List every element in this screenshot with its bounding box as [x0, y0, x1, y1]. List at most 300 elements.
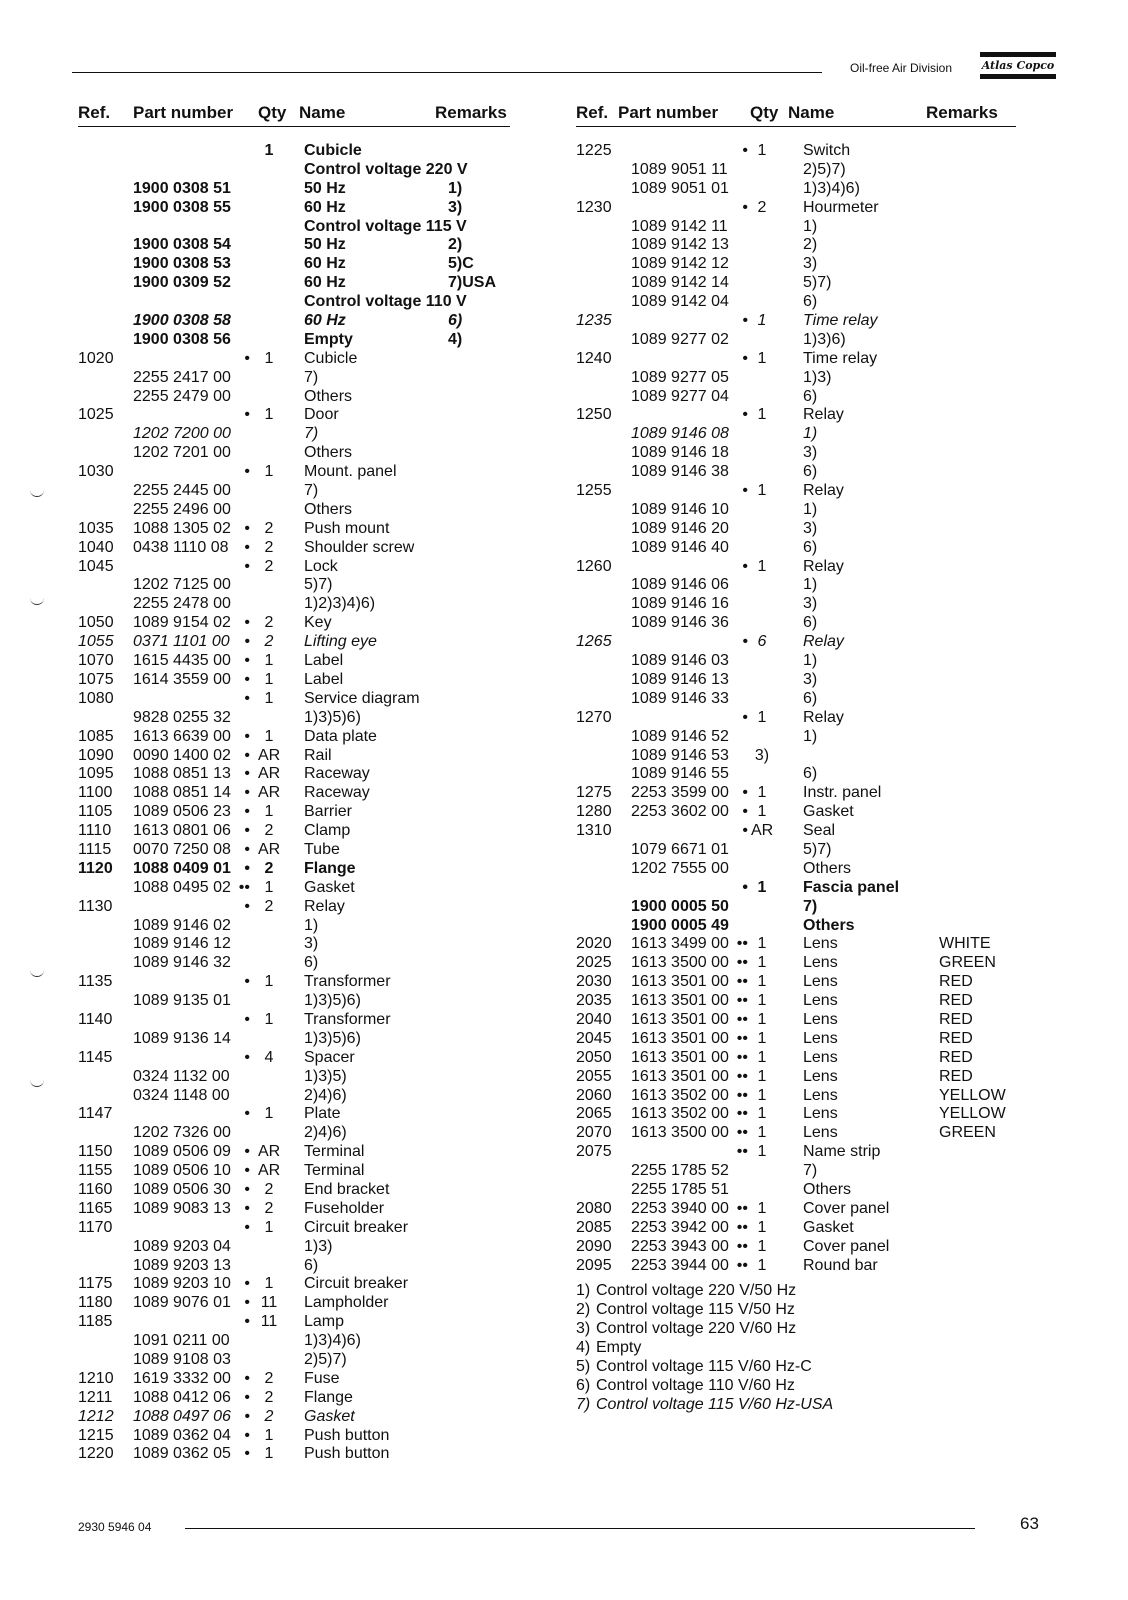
- flag-cell: •: [244, 1143, 250, 1161]
- name-cell: Gasket: [304, 1407, 355, 1425]
- part-number-cell: 1613 3500 00: [631, 1124, 729, 1142]
- qty-cell: AR: [258, 1143, 281, 1161]
- qty-cell: 2: [264, 897, 274, 915]
- flag-cell: •: [244, 1010, 250, 1028]
- flag-cell: •: [244, 406, 250, 424]
- table-row: [78, 443, 510, 462]
- table-row: [78, 1331, 510, 1350]
- name-cell: Hourmeter: [803, 198, 879, 216]
- left-table-body: [78, 141, 510, 1463]
- table-row: [78, 1237, 510, 1256]
- qty-cell: AR: [258, 746, 281, 764]
- table-row: [576, 235, 1016, 254]
- name-cell: Lens: [803, 1124, 838, 1142]
- qty-cell: 2: [264, 1407, 274, 1425]
- qty-cell: 11: [260, 1313, 278, 1331]
- name-cell: Round bar: [803, 1256, 878, 1274]
- flag-cell: •: [244, 1105, 250, 1123]
- remarks-cell: RED: [939, 1029, 973, 1047]
- logo-bar-bottom: [980, 74, 1056, 79]
- name-cell: 2)4)6): [304, 1086, 347, 1104]
- table-row: [576, 764, 1016, 783]
- name-cell: 6): [803, 387, 818, 405]
- table-row: [78, 575, 510, 594]
- table-row: [576, 916, 1016, 935]
- footnote-text: Empty: [596, 1339, 642, 1356]
- part-number-cell: 1202 7555 00: [631, 859, 729, 877]
- ref-cell: 1020: [78, 349, 114, 367]
- table-row: [78, 821, 510, 840]
- name-cell: Lens: [803, 992, 838, 1010]
- qty-cell: AR: [258, 1162, 281, 1180]
- table-row: [576, 878, 1016, 897]
- qty-cell: 3): [754, 746, 770, 764]
- margin-mark: [30, 490, 44, 497]
- qty-cell: 1: [264, 689, 274, 707]
- name-cell: 7): [304, 482, 319, 500]
- part-number-cell: 1613 3501 00: [631, 1048, 729, 1066]
- right-table-header: [576, 100, 1016, 127]
- name-cell: 3): [803, 670, 818, 688]
- name-cell: 1)3)5)6): [304, 708, 361, 726]
- name-cell: Raceway: [304, 784, 370, 802]
- qty-cell: 1: [264, 1275, 274, 1293]
- flag-cell: •: [742, 633, 748, 651]
- name-cell: Service diagram: [304, 689, 420, 707]
- qty-cell: 1: [757, 973, 767, 991]
- ref-cell: 1135: [78, 973, 113, 991]
- table-row: [576, 141, 1016, 160]
- name-cell: Relay: [803, 633, 844, 651]
- name-cell: Lens: [803, 973, 838, 991]
- part-number-cell: 1089 9146 13: [631, 670, 729, 688]
- qty-cell: 2: [264, 1388, 274, 1406]
- name-cell: Instr. panel: [803, 784, 882, 802]
- remarks-cell: RED: [939, 973, 973, 991]
- ref-cell: 1180: [78, 1294, 113, 1312]
- table-row: [78, 878, 510, 897]
- part-number-cell: 1089 9146 12: [133, 935, 231, 953]
- table-row: [78, 840, 510, 859]
- left-parts-table: [78, 100, 510, 1463]
- ref-cell: 1255: [576, 482, 612, 500]
- part-number-cell: 1089 9083 13: [133, 1199, 231, 1217]
- name-cell: Gasket: [803, 803, 854, 821]
- right-table-body: [576, 141, 1016, 1274]
- footnote-text: Control voltage 115 V/60 Hz-USA: [596, 1396, 834, 1413]
- flag-cell: ••: [736, 1124, 748, 1142]
- name-cell: Cover panel: [803, 1199, 890, 1217]
- flag-cell: ••: [736, 992, 748, 1010]
- name-cell: 2): [803, 236, 818, 254]
- name-cell: Lens: [803, 1086, 838, 1104]
- table-row: [78, 859, 510, 878]
- logo-text: Atlas Copco: [981, 59, 1055, 72]
- name-cell: 6): [803, 463, 818, 481]
- part-number-cell: 1088 0851 14: [133, 784, 231, 802]
- table-row: [576, 594, 1016, 613]
- qty-cell: 1: [757, 312, 767, 330]
- ref-cell: 1110: [78, 822, 112, 840]
- flag-cell: •: [244, 803, 250, 821]
- table-row: [576, 292, 1016, 311]
- flag-cell: •: [244, 519, 250, 537]
- part-number-cell: 1613 3500 00: [631, 954, 729, 972]
- name-cell: 1)3)5): [304, 1067, 347, 1085]
- qty-cell: 1: [264, 973, 274, 991]
- qty-column-header: Qty: [750, 103, 779, 122]
- part-number-cell: 2255 2478 00: [133, 595, 231, 613]
- flag-cell: •: [244, 614, 250, 632]
- ref-cell: 2095: [576, 1256, 612, 1274]
- part-number-cell: 1088 0412 06: [133, 1388, 231, 1406]
- table-row: [78, 1388, 510, 1407]
- name-cell: Transformer: [304, 973, 391, 991]
- ref-cell: 1185: [78, 1313, 113, 1331]
- table-row: [576, 160, 1016, 179]
- flag-cell: •: [244, 349, 250, 367]
- name-cell: Gasket: [304, 878, 355, 896]
- ref-cell: 1100: [78, 784, 113, 802]
- qty-cell: 2: [264, 859, 274, 877]
- qty-cell: 1: [757, 954, 767, 972]
- ref-cell: 1025: [78, 406, 114, 424]
- part-number-cell: 1089 9076 01: [133, 1294, 231, 1312]
- ref-cell: 1230: [576, 198, 612, 216]
- table-row: [576, 1104, 1016, 1123]
- qty-cell: 2: [264, 519, 274, 537]
- part-number-cell: 1613 3501 00: [631, 1010, 729, 1028]
- part-number-cell: 2253 3602 00: [631, 803, 729, 821]
- ref-cell: 1130: [78, 897, 113, 915]
- part-number-cell: 2255 2479 00: [133, 387, 231, 405]
- part-number-cell: 1089 9277 02: [631, 330, 729, 348]
- table-row: [576, 311, 1016, 330]
- table-row: [576, 632, 1016, 651]
- ref-cell: 1310: [576, 822, 612, 840]
- part-number-cell: 1089 0506 23: [133, 803, 231, 821]
- name-cell: Key: [304, 614, 332, 632]
- table-row: [78, 746, 510, 765]
- table-row: [576, 1237, 1016, 1256]
- name-cell: 6): [803, 765, 818, 783]
- part-number-cell: 1089 9203 04: [133, 1237, 231, 1255]
- name-cell: End bracket: [304, 1180, 390, 1198]
- table-row: [78, 670, 510, 689]
- name-cell: Control voltage 110 V: [304, 293, 467, 311]
- part-number-cell: 1089 9277 04: [631, 387, 729, 405]
- ref-column-header: Ref.: [576, 103, 609, 122]
- flag-cell: •: [742, 482, 748, 500]
- name-cell: 6): [803, 614, 818, 632]
- ref-cell: 1105: [78, 803, 113, 821]
- name-cell: 60 Hz: [304, 312, 346, 330]
- name-cell: Others: [304, 444, 353, 462]
- part-number-cell: 1089 9146 20: [631, 519, 729, 537]
- name-cell: Shoulder screw: [304, 538, 415, 556]
- ref-cell: 2075: [576, 1143, 612, 1161]
- name-cell: 3): [304, 935, 319, 953]
- name-cell: 2)5)7): [803, 160, 846, 178]
- name-cell: 50 Hz: [304, 179, 346, 197]
- ref-cell: 1070: [78, 652, 114, 670]
- table-row: [78, 764, 510, 783]
- flag-cell: •: [742, 312, 748, 330]
- part-number-cell: 1614 3559 00: [133, 670, 231, 688]
- part-number-cell: 1613 0801 06: [133, 822, 231, 840]
- part-number-cell: 1900 0309 52: [133, 274, 231, 292]
- flag-cell: •: [244, 463, 250, 481]
- footnote-number: 6): [576, 1377, 591, 1394]
- flag-cell: •: [742, 803, 748, 821]
- flag-cell: •: [244, 1275, 250, 1293]
- flag-cell: •: [244, 557, 250, 575]
- name-cell: Others: [803, 916, 855, 934]
- table-row: [78, 1086, 510, 1105]
- flag-cell: ••: [736, 1010, 748, 1028]
- flag-cell: •: [742, 822, 748, 840]
- ref-cell: 2060: [576, 1086, 612, 1104]
- qty-cell: 1: [757, 1256, 767, 1274]
- name-cell: 1)3): [304, 1237, 333, 1255]
- flag-cell: •: [244, 633, 250, 651]
- ref-cell: 1211: [78, 1388, 113, 1406]
- qty-cell: 1: [757, 557, 767, 575]
- flag-cell: ••: [736, 973, 748, 991]
- flag-cell: •: [244, 1445, 250, 1463]
- remarks-cell: WHITE: [939, 935, 991, 953]
- table-row: [78, 632, 510, 651]
- name-cell: 50 Hz: [304, 236, 346, 254]
- logo-bar-top: [980, 52, 1056, 57]
- part-number-cell: 1613 3499 00: [631, 935, 729, 953]
- part-number-cell: 2255 2445 00: [133, 482, 231, 500]
- table-row: [78, 330, 510, 349]
- table-row: [576, 481, 1016, 500]
- flag-cell: •: [742, 349, 748, 367]
- qty-cell: 1: [757, 878, 767, 896]
- name-cell: 7): [304, 425, 319, 443]
- table-row: [78, 897, 510, 916]
- table-row: [576, 1029, 1016, 1048]
- ref-cell: 1235: [576, 312, 612, 330]
- table-row: [78, 1369, 510, 1388]
- ref-cell: 1147: [78, 1105, 113, 1123]
- qty-cell: 1: [757, 1086, 767, 1104]
- margin-mark: [30, 598, 44, 605]
- part-number-cell: 2253 3599 00: [631, 784, 729, 802]
- part-number-cell: 1613 3501 00: [631, 1067, 729, 1085]
- flag-cell: ••: [736, 1143, 748, 1161]
- qty-cell: 1: [264, 878, 274, 896]
- flag-cell: •: [244, 670, 250, 688]
- name-cell: Label: [304, 670, 344, 688]
- name-cell: Seal: [803, 822, 836, 840]
- qty-cell: 1: [757, 142, 767, 159]
- table-row: [576, 821, 1016, 840]
- part-number-cell: 1089 9135 01: [133, 992, 231, 1010]
- name-cell: Relay: [304, 897, 345, 915]
- name-cell: Switch: [803, 142, 851, 159]
- name-cell: 5)7): [304, 576, 333, 594]
- ref-cell: 1155: [78, 1162, 113, 1180]
- part-number-cell: 1202 7201 00: [133, 444, 231, 462]
- part-number-cell: 1089 9146 33: [631, 689, 729, 707]
- part-number-cell: 0371 1101 00: [133, 633, 230, 651]
- part-number-cell: 1089 0362 04: [133, 1426, 231, 1444]
- qty-cell: 1: [757, 708, 767, 726]
- flag-cell: •: [244, 1426, 250, 1444]
- qty-cell: 1: [757, 482, 767, 500]
- table-row: [576, 953, 1016, 972]
- flag-cell: •: [742, 406, 748, 424]
- table-row: [576, 538, 1016, 557]
- flag-cell: •: [244, 689, 250, 707]
- part-number-cell: 1613 3501 00: [631, 973, 729, 991]
- name-cell: 7): [304, 368, 319, 386]
- name-cell: Lampholder: [304, 1294, 389, 1312]
- remarks-cell: 7)USA: [448, 274, 497, 292]
- name-cell: 1)2)3)4)6): [304, 595, 376, 613]
- name-cell: Mount. panel: [304, 463, 397, 481]
- qty-cell: 1: [757, 1010, 767, 1028]
- qty-cell: 2: [264, 1199, 274, 1217]
- name-cell: 3): [803, 519, 818, 537]
- qty-cell: 1: [757, 992, 767, 1010]
- table-row: [78, 1010, 510, 1029]
- qty-cell: AR: [258, 784, 281, 802]
- name-cell: Barrier: [304, 803, 353, 821]
- name-cell: 1)3): [803, 368, 832, 386]
- part-number-cell: 1089 9146 02: [133, 916, 231, 934]
- qty-cell: 1: [757, 349, 767, 367]
- qty-cell: 4: [264, 1048, 274, 1066]
- table-row: [78, 991, 510, 1010]
- name-cell: Fascia panel: [803, 878, 900, 896]
- table-row: [576, 1123, 1016, 1142]
- qty-cell: 2: [757, 198, 767, 216]
- part-number-cell: 9828 0255 32: [133, 708, 231, 726]
- table-row: [78, 198, 510, 217]
- ref-cell: 1170: [78, 1218, 113, 1236]
- part-number-cell: 1089 9146 55: [631, 765, 729, 783]
- ref-cell: 1095: [78, 765, 114, 783]
- flag-cell: •: [244, 1294, 250, 1312]
- ref-cell: 1225: [576, 142, 612, 159]
- name-cell: 1): [803, 217, 818, 235]
- flag-cell: •: [244, 538, 250, 556]
- ref-cell: 1250: [576, 406, 612, 424]
- table-row: [576, 575, 1016, 594]
- table-row: [576, 708, 1016, 727]
- ref-cell: 1090: [78, 746, 114, 764]
- part-number-cell: 1202 7326 00: [133, 1124, 231, 1142]
- remarks-cell: 6): [448, 312, 463, 330]
- part-number-cell: 1900 0308 54: [133, 236, 231, 254]
- part-number-cell: 1089 9146 10: [631, 500, 729, 518]
- part-number-cell: 1089 9108 03: [133, 1351, 231, 1368]
- qty-cell: 2: [264, 1369, 274, 1387]
- part-number-cell: 0324 1148 00: [133, 1086, 230, 1104]
- flag-cell: ••: [736, 1218, 748, 1236]
- table-row: [576, 198, 1016, 217]
- part-number-cell: 1089 9146 18: [631, 444, 729, 462]
- table-row: [576, 254, 1016, 273]
- name-cell: Push mount: [304, 519, 390, 537]
- remarks-column-header: Remarks: [926, 103, 998, 122]
- table-row: [78, 1067, 510, 1086]
- table-row: [576, 651, 1016, 670]
- part-number-cell: 1088 0409 01: [133, 859, 231, 877]
- flag-cell: •: [742, 784, 748, 802]
- footnote-number: 5): [576, 1358, 591, 1375]
- part-number-cell: 1615 4435 00: [133, 652, 231, 670]
- qty-cell: 1: [264, 1445, 274, 1463]
- name-cell: 6): [304, 954, 319, 972]
- part-number-cell: 1089 9203 10: [133, 1275, 231, 1293]
- table-row: [576, 1142, 1016, 1161]
- footnote-number: 4): [576, 1339, 591, 1356]
- name-cell: 2)4)6): [304, 1124, 347, 1142]
- footnote-number: 3): [576, 1320, 591, 1337]
- name-cell: Spacer: [304, 1048, 355, 1066]
- qty-cell: AR: [258, 765, 281, 783]
- table-row: [78, 292, 510, 311]
- table-row: [576, 727, 1016, 746]
- ref-cell: 2035: [576, 992, 612, 1010]
- remarks-cell: 5)C: [448, 255, 474, 273]
- part-number-cell: 1089 9146 53: [631, 746, 729, 764]
- ref-cell: 1210: [78, 1369, 114, 1387]
- part-number-cell: 2255 2417 00: [133, 368, 231, 386]
- part-number-cell: 1089 9146 40: [631, 538, 729, 556]
- name-cell: 1)3)5)6): [304, 992, 361, 1010]
- name-cell: 7): [803, 1162, 818, 1180]
- table-row: [78, 235, 510, 254]
- name-cell: Flange: [304, 859, 356, 877]
- name-cell: Data plate: [304, 727, 377, 745]
- table-row: [78, 1312, 510, 1331]
- qty-cell: 1: [264, 1010, 274, 1028]
- part-number-cell: 1613 3501 00: [631, 992, 729, 1010]
- name-cell: Empty: [304, 330, 353, 348]
- flag-cell: •: [742, 557, 748, 575]
- qty-cell: 1: [757, 1124, 767, 1142]
- qty-cell: 11: [260, 1294, 278, 1312]
- table-row: [78, 141, 510, 160]
- right-parts-table: [576, 100, 1016, 1274]
- part-number-cell: 1089 9142 14: [631, 274, 729, 292]
- table-row: [576, 500, 1016, 519]
- flag-cell: •: [742, 708, 748, 726]
- ref-cell: 2070: [576, 1124, 612, 1142]
- footnote-number: 2): [576, 1301, 591, 1318]
- name-cell: Lens: [803, 1010, 838, 1028]
- name-cell: 1)3)4)6): [304, 1332, 361, 1350]
- table-row: [78, 538, 510, 557]
- name-cell: Raceway: [304, 765, 370, 783]
- qty-cell: 1: [757, 1199, 767, 1217]
- ref-cell: 1160: [78, 1180, 113, 1198]
- flag-cell: ••: [736, 935, 748, 953]
- table-row: [576, 1048, 1016, 1067]
- table-row: [78, 217, 510, 236]
- table-row: [576, 689, 1016, 708]
- name-cell: Lens: [803, 1067, 838, 1085]
- ref-cell: 2085: [576, 1218, 612, 1236]
- flag-cell: •: [742, 142, 748, 159]
- part-number-cell: 1089 0362 05: [133, 1445, 231, 1463]
